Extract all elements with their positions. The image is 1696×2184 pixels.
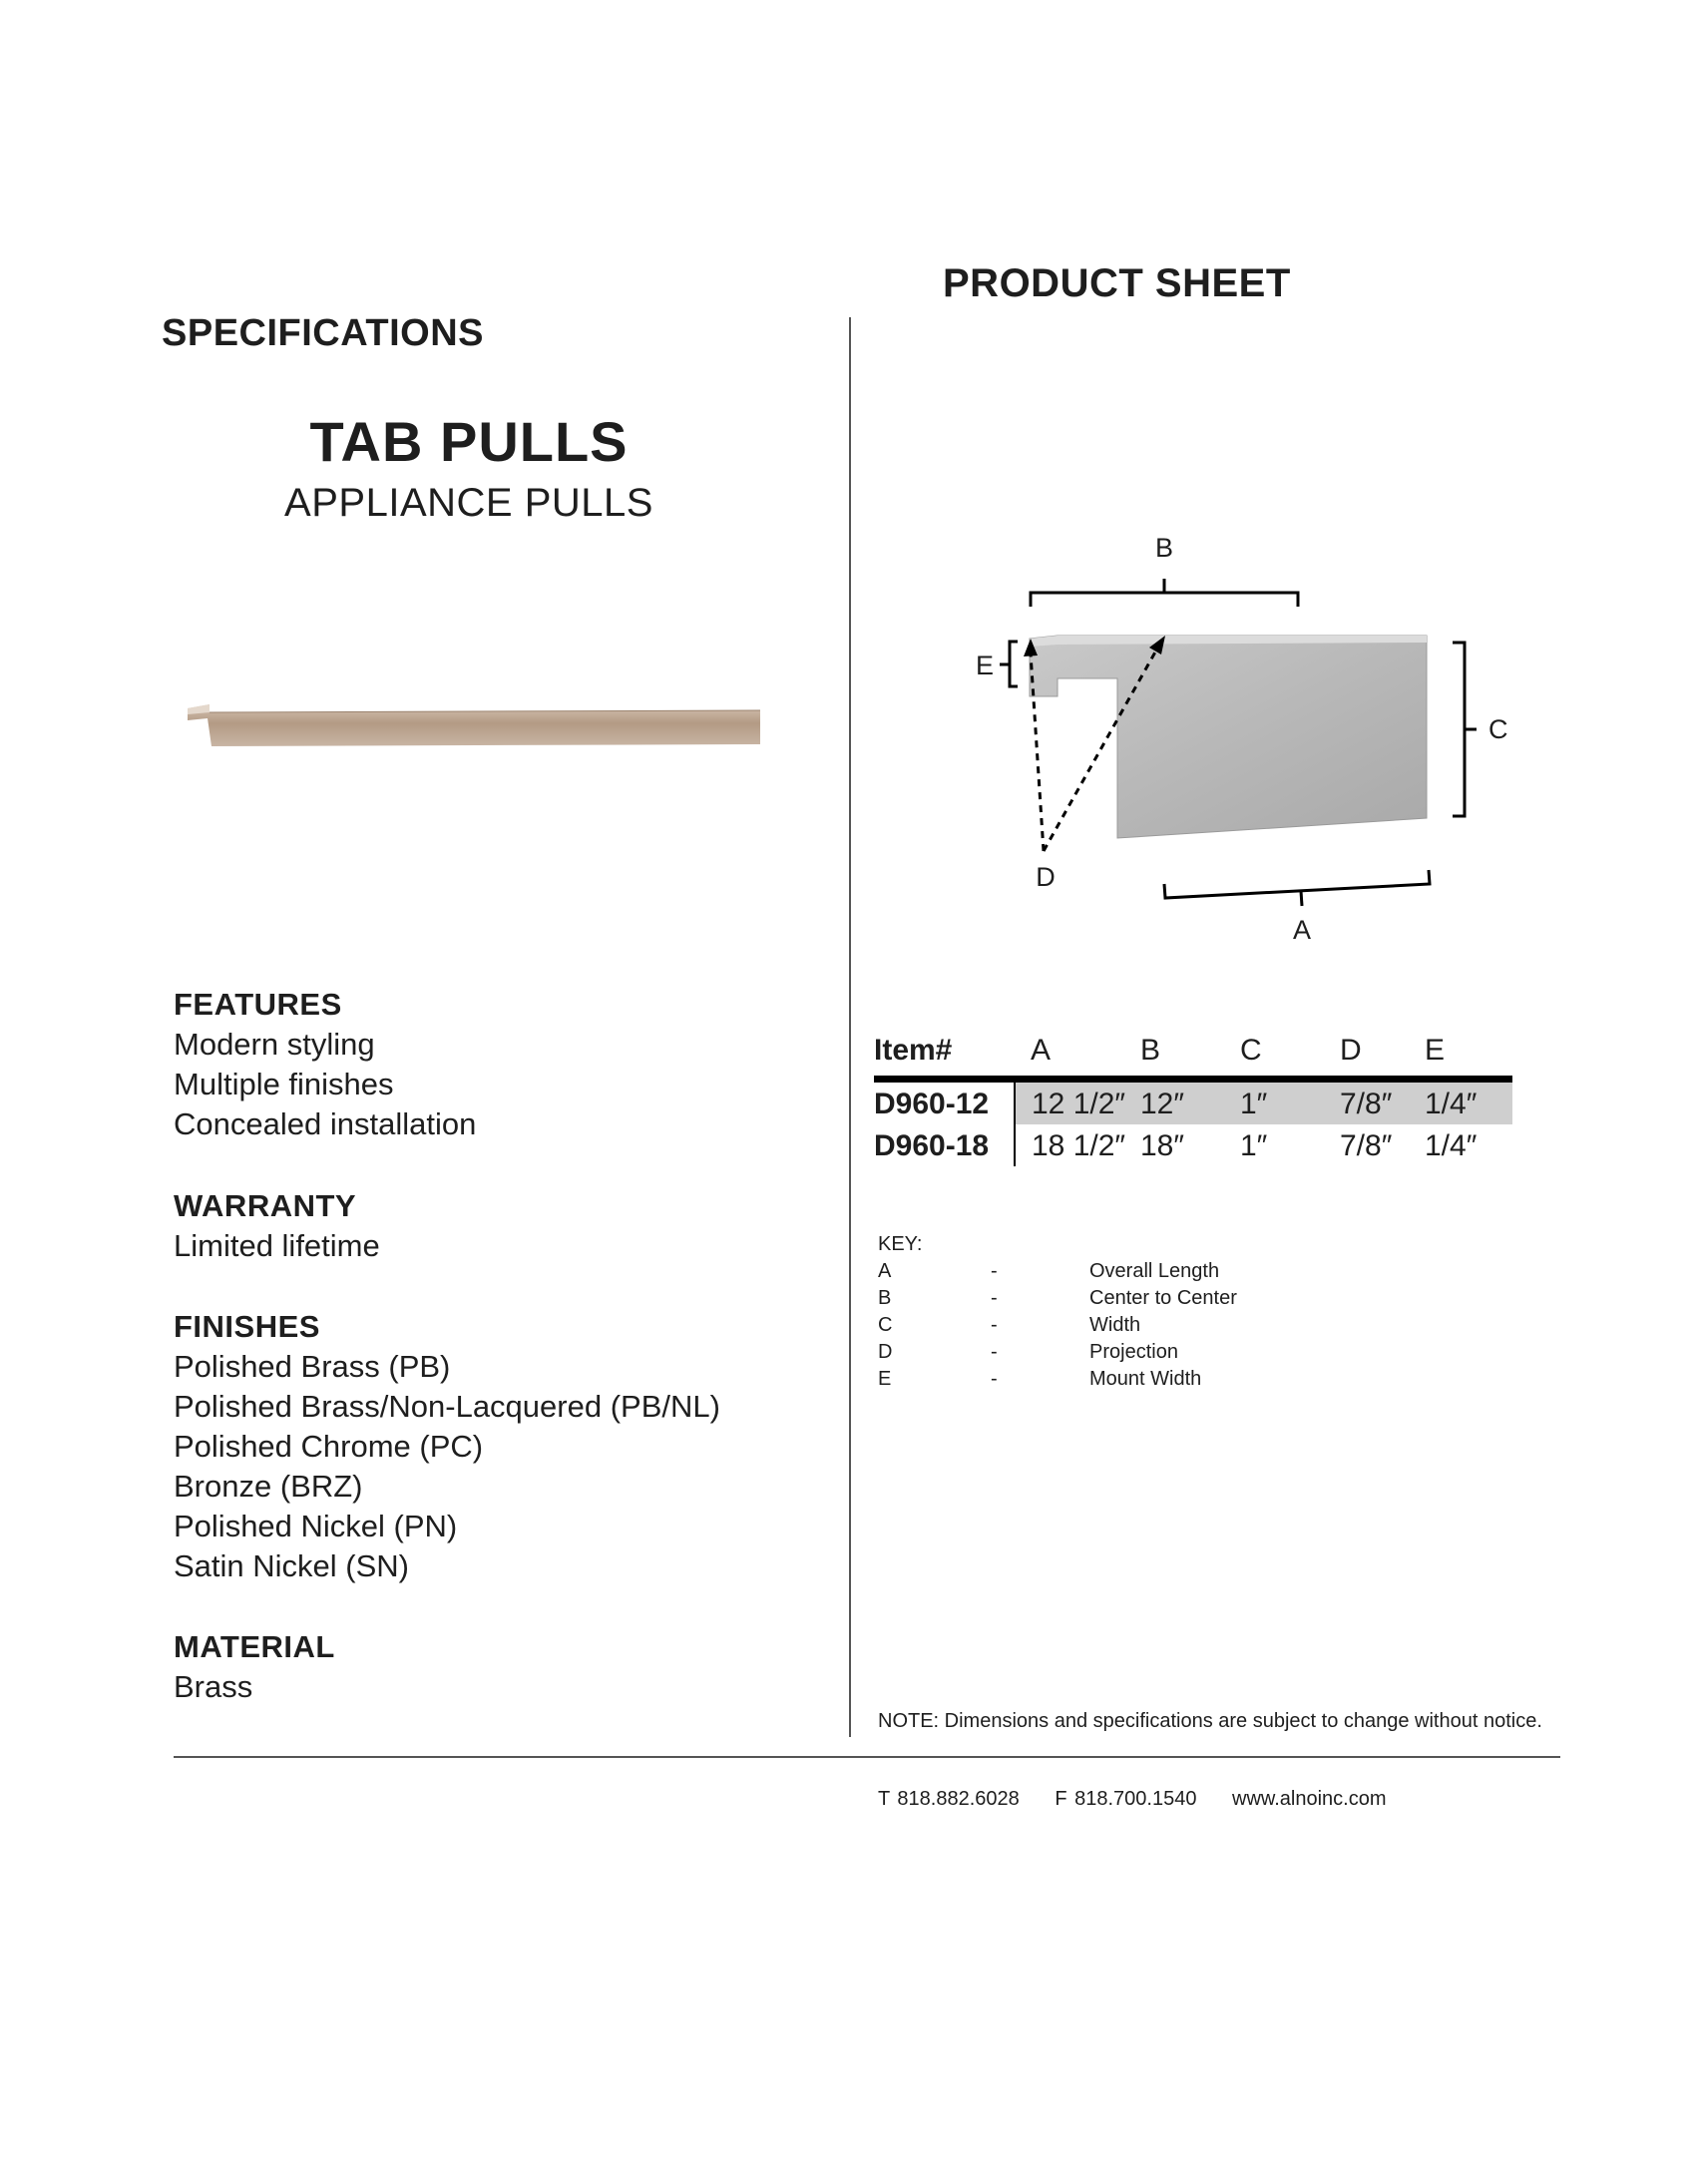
- key-dash: -: [991, 1314, 998, 1336]
- key-letter: C: [878, 1314, 893, 1336]
- key-dash: -: [991, 1368, 998, 1390]
- column-header: C: [1240, 1030, 1340, 1080]
- column-header: B: [1140, 1030, 1240, 1080]
- key-letter: E: [878, 1368, 892, 1390]
- key-letter: D: [878, 1341, 893, 1363]
- dimension-diagram: [958, 519, 1526, 968]
- pull-illustration: [1030, 636, 1427, 838]
- dimensions-table: [874, 1030, 1512, 1166]
- key-text: Mount Width: [1089, 1368, 1202, 1390]
- contact-footer: [878, 1788, 1415, 1811]
- key-dash: -: [991, 1341, 998, 1363]
- table-cell: 1″: [1240, 1080, 1340, 1125]
- table-cell: 7/8″: [1340, 1129, 1393, 1162]
- product-subtitle: APPLIANCE PULLS: [284, 481, 653, 525]
- key-heading: KEY:: [878, 1233, 923, 1255]
- table-cell: D960-12: [874, 1080, 1015, 1125]
- table-cell: 18 1/2″: [1032, 1129, 1126, 1162]
- key-text: Center to Center: [1089, 1287, 1237, 1309]
- diagram-label-b: B: [1154, 533, 1174, 563]
- column-header: E: [1425, 1030, 1512, 1080]
- key-letter: B: [878, 1287, 892, 1309]
- table-cell: 1/4″: [1425, 1080, 1512, 1125]
- table-cell: D960-18: [874, 1124, 1015, 1166]
- finishes-item: Polished Brass/Non-Lacquered (PB/NL): [174, 1389, 720, 1424]
- features-heading: FEATURES: [174, 987, 342, 1022]
- table-cell: 18″: [1140, 1129, 1184, 1162]
- finishes-item: Polished Nickel (PN): [174, 1509, 458, 1543]
- features-item: Multiple finishes: [174, 1067, 394, 1101]
- table-header-row: [874, 1030, 1512, 1080]
- table-cell: 12″: [1140, 1080, 1240, 1125]
- finishes-item: Polished Chrome (PC): [174, 1429, 484, 1464]
- product-sheet-heading: PRODUCT SHEET: [943, 261, 1291, 305]
- material-heading: MATERIAL: [174, 1629, 335, 1664]
- key-row: [878, 1285, 1277, 1312]
- key-row: [878, 1258, 1277, 1285]
- finishes-item: Polished Brass (PB): [174, 1349, 451, 1384]
- diagram-label-a: A: [1292, 915, 1312, 945]
- diagram-label-e: E: [976, 651, 995, 680]
- key-dash: -: [991, 1260, 998, 1282]
- key-letter: A: [878, 1260, 892, 1282]
- table-cell: 1″: [1240, 1129, 1268, 1162]
- finishes-heading: FINISHES: [174, 1309, 320, 1344]
- table-cell: 12 1/2″: [1015, 1080, 1140, 1125]
- diagram-label-c: C: [1488, 714, 1508, 744]
- key-text: Projection: [1089, 1341, 1178, 1363]
- table-row: [874, 1124, 1512, 1166]
- table-cell: 1/4″: [1425, 1129, 1478, 1162]
- table-row: [874, 1080, 1512, 1125]
- features-item: Modern styling: [174, 1027, 375, 1062]
- warranty-section: [174, 1186, 380, 1266]
- material-section: [174, 1627, 335, 1707]
- features-item: Concealed installation: [174, 1106, 477, 1141]
- diagram-label-d: D: [1036, 862, 1056, 892]
- key-row: [878, 1339, 1277, 1366]
- product-image: [180, 688, 778, 758]
- finishes-item: Satin Nickel (SN): [174, 1548, 409, 1583]
- key-text: Width: [1089, 1314, 1141, 1336]
- column-divider: [849, 317, 851, 1737]
- finishes-item: Bronze (BRZ): [174, 1469, 363, 1504]
- warranty-heading: WARRANTY: [174, 1188, 357, 1223]
- column-header: A: [1015, 1030, 1140, 1080]
- key-dash: -: [991, 1287, 998, 1309]
- warranty-item: Limited lifetime: [174, 1228, 380, 1263]
- column-header: Item#: [874, 1030, 1015, 1080]
- disclaimer-note: NOTE: Dimensions and specifications are subject to change without notice.: [878, 1710, 1542, 1732]
- footer-rule: [174, 1756, 1560, 1758]
- key-text: Overall Length: [1089, 1260, 1220, 1282]
- fax-number: F 818.700.1540: [1055, 1788, 1197, 1810]
- specifications-heading: SPECIFICATIONS: [162, 312, 484, 354]
- key-row: [878, 1312, 1277, 1339]
- features-section: [174, 985, 476, 1144]
- product-title: TAB PULLS: [309, 410, 629, 473]
- column-header: D: [1340, 1030, 1425, 1080]
- key-row: [878, 1366, 1277, 1393]
- material-item: Brass: [174, 1669, 253, 1704]
- phone-number: T 818.882.6028: [878, 1788, 1020, 1810]
- finishes-section: [174, 1307, 720, 1586]
- key-legend: [878, 1231, 1277, 1393]
- website-link[interactable]: www.alnoinc.com: [1232, 1788, 1387, 1810]
- table-cell: 7/8″: [1340, 1080, 1425, 1125]
